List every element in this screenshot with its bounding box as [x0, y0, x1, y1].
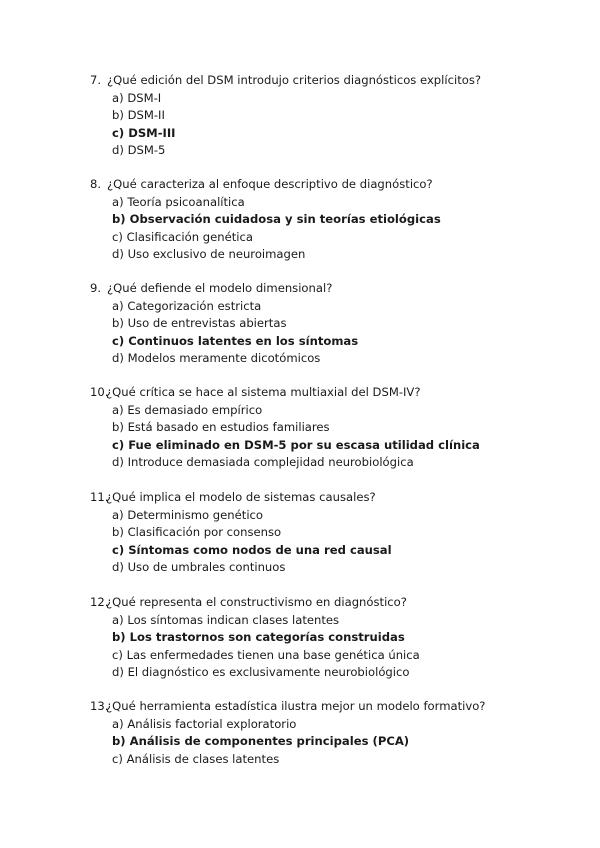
question-text: ¿Qué herramienta estadística ilustra mejor un modelo formativo? [106, 699, 486, 713]
question-line [90, 72, 481, 89]
option-a: a) Categorización estricta [112, 298, 262, 313]
question-text: ¿Qué representa el constructivismo en diagnóstico? [106, 595, 407, 609]
option-d: d) Modelos meramente dicotómicos [112, 351, 321, 365]
question-number: 7. [90, 73, 102, 87]
option-c: c) Las enfermedades tienen una base genética única [112, 647, 420, 662]
option-b: b) Uso de entrevistas abiertas [112, 316, 287, 330]
question-text: ¿Qué defiende el modelo dimensional? [107, 281, 333, 295]
question-number: 12. [90, 595, 109, 609]
option-b: b) Está basado en estudios familiares [112, 420, 330, 434]
option-a: a) DSM-I [112, 90, 162, 105]
option-a: a) Teoría psicoanalítica [112, 194, 245, 209]
option-c-correct: c) Fue eliminado en DSM-5 por su escasa utilidad clínica [112, 437, 480, 452]
question-number: 9. [90, 281, 102, 295]
option-d: d) El diagnóstico es exclusivamente neurobiológico [112, 665, 410, 679]
question-line [90, 594, 407, 611]
question-line [90, 489, 376, 506]
question-text: ¿Qué edición del DSM introdujo criterios diagnósticos explícitos? [107, 73, 482, 87]
option-b-correct: b) Los trastornos son categorías construidas [112, 630, 405, 644]
option-c-correct: c) Continuos latentes en los síntomas [112, 333, 359, 348]
option-a: a) Es demasiado empírico [112, 402, 263, 417]
option-d: d) DSM-5 [112, 143, 166, 157]
question-line [90, 176, 433, 193]
question-line [90, 698, 485, 715]
option-d: d) Introduce demasiada complejidad neurobiológica [112, 455, 414, 469]
question-text: ¿Qué implica el modelo de sistemas causales? [106, 490, 376, 504]
option-d: d) Uso de umbrales continuos [112, 560, 286, 574]
option-b: b) DSM-II [112, 108, 165, 122]
option-c-correct: c) Síntomas como nodos de una red causal [112, 542, 392, 557]
question-number: 10. [90, 385, 109, 399]
option-a: a) Análisis factorial exploratorio [112, 716, 297, 731]
question-line [90, 280, 332, 297]
question-line [90, 384, 421, 401]
question-text: ¿Qué crítica se hace al sistema multiaxial del DSM-IV? [106, 385, 421, 399]
option-b-correct: b) Observación cuidadosa y sin teorías etiológicas [112, 212, 441, 226]
option-c: c) Clasificación genética [112, 229, 253, 244]
option-a: a) Determinismo genético [112, 507, 264, 522]
option-b-correct: b) Análisis de componentes principales (PCA) [112, 734, 410, 748]
option-c-correct: c) DSM-III [112, 125, 176, 140]
option-a: a) Los síntomas indican clases latentes [112, 612, 340, 627]
option-b: b) Clasificación por consenso [112, 525, 282, 539]
question-number: 13. [90, 699, 109, 713]
question-number: 11. [90, 490, 109, 504]
option-d: d) Uso exclusivo de neuroimagen [112, 247, 306, 261]
question-text: ¿Qué caracteriza al enfoque descriptivo de diagnóstico? [107, 177, 433, 191]
option-c: c) Análisis de clases latentes [112, 751, 280, 766]
question-number: 8. [90, 177, 102, 191]
